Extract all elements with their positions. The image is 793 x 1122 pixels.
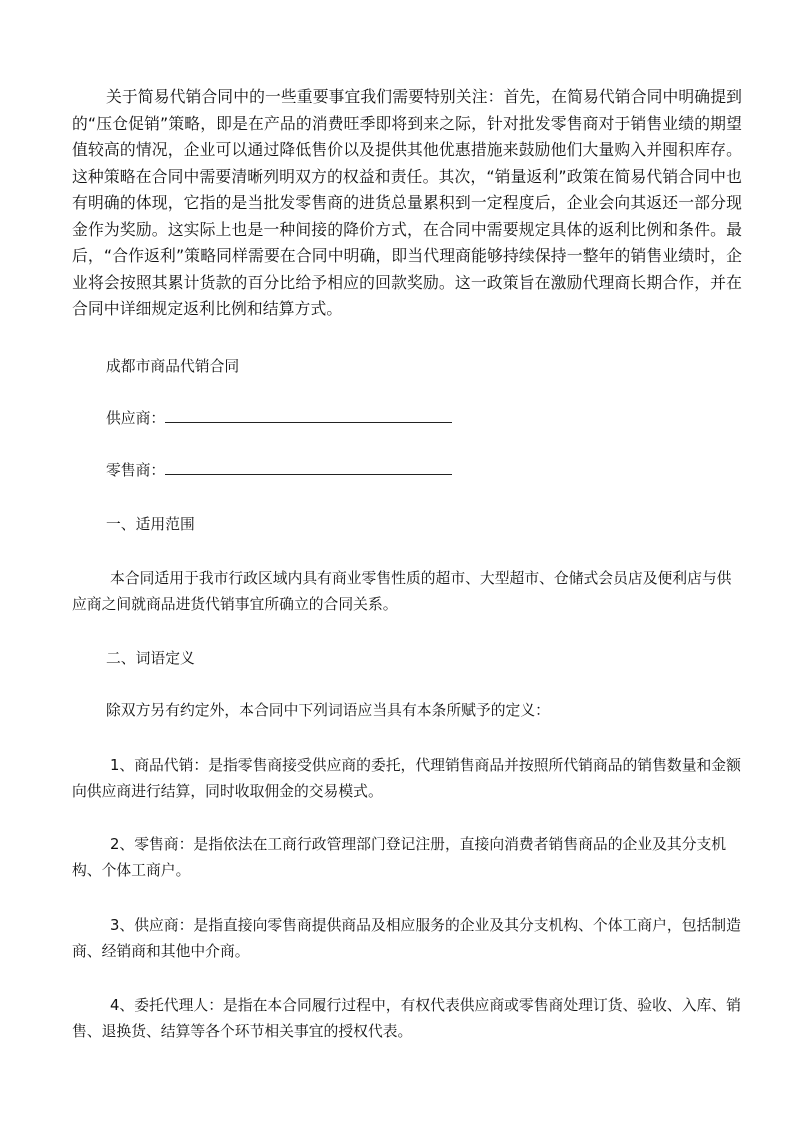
contract-title: 成都市商品代销合同 (106, 358, 240, 375)
section1-body: 本合同适用于我市行政区域内具有商业零售性质的超市、大型超市、仓储式会员店及便利店与供应商之间就商品进货代销事宜所确立的合同关系。 (72, 570, 732, 613)
document-page (72, 84, 742, 323)
supplier-line (72, 407, 742, 431)
retailer-blank (165, 460, 452, 475)
supplier-label: 供应商： (106, 410, 166, 427)
retailer-line (72, 459, 742, 483)
definition-item: 1、商品代销：是指零售商接受供应商的委托，代理销售商品并按照所代销商品的销售数量和金额向供应商进行结算，同时收取佣金的交易模式。 (72, 757, 741, 800)
section2-intro: 除双方另有约定外，本合同中下列词语应当具有本条所赋予的定义： (106, 702, 550, 719)
section2-heading: 二、词语定义 (106, 650, 195, 667)
retailer-label: 零售商： (106, 462, 166, 479)
supplier-blank (165, 408, 452, 423)
section1-heading: 一、适用范围 (106, 516, 195, 533)
intro-paragraph: 关于简易代销合同中的一些重要事宜我们需要特别关注：首先，在简易代销合同中明确提到的“压仓促销”策略，即是在产品的消费旺季即将到来之际，针对批发零售商对于销售业绩的期望值较高的情况，企业可以通过降低售价以及提供其他优惠措施来鼓励他们大量购入并囤积库存。这种策略在合同中需要清晰列明双方的权益和责任。其次，“销量返利”政策在简易代销合同中也有明确的体现，它指的是当批发零售商的进货总量累积到一定程度后，企业会向其返还一部分现金作为奖励。这实际上也是一种间接的降价方式，在合同中需要规定具体的返利比例和条件。最后，“合作返利”策略同样需要在合同中明确，即当代理商能够持续保持一整年的销售业绩时，企业将会按照其累计货款的百分比给予相应的回款奖励。这一政策旨在激励代理商长期合作，并在合同中详细规定返利比例和结算方式。 (72, 87, 742, 318)
definition-item: 4、委托代理人：是指在本合同履行过程中，有权代表供应商或零售商处理订货、验收、入库、销售、退换货、结算等各个环节相关事宜的授权代表。 (72, 997, 741, 1040)
definition-item: 3、供应商：是指直接向零售商提供商品及相应服务的企业及其分支机构、个体工商户，包括制造商、经销商和其他中介商。 (72, 917, 741, 960)
definition-item: 2、零售商：是指依法在工商行政管理部门登记注册，直接向消费者销售商品的企业及其分支机构、个体工商户。 (72, 836, 727, 879)
